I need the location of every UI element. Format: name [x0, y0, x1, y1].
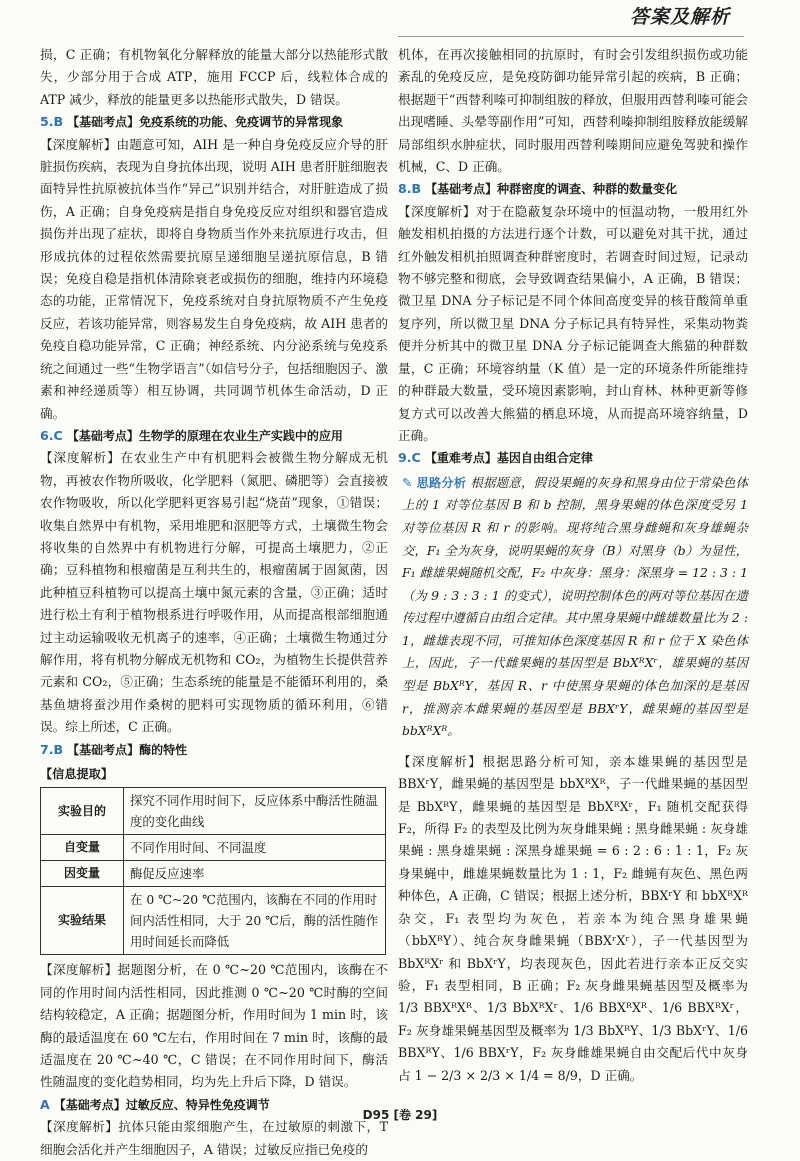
info-extract-label: 【信息提取】	[40, 767, 114, 781]
right-column	[398, 44, 748, 1087]
thinking-analysis-text: 根据题意，假设果蝇的灰身和黑身由位于常染色体上的 1 对等位基因 B 和 b 控制，黑身果蝇的体色深度受另 1 对等位基因 R 和 r 的影响。现将纯合黑身雌蝇和灰身雄蝇杂交，F₁ 全为灰身，说明果蝇的灰身（B）对黑身（b）为显性，F₁ 雌雄果蝇随机交配，F₂ 中灰身：黑身：深黑身 = 12 : 3 : 1（为 9 : 3 : 3 : 1 的变式），说明控制体色的两对等位基因在遗传过程中遵循自由组合定律。其中黑身果蝇中雌雄数量比为 2 : 1，雌雄表现不同，可推知体色深度基因 R 和 r 位于 X 染色体上，因此，子一代雌果蝇的基因型是 BbXᴿXʳ，雄果蝇的基因型是 BbXᴿY，基因 R、r 中使黑身果蝇的体色加深的是基因 r，推测亲本雌果蝇的基因型是 BBXʳY，雌果蝇的基因型是 bbXᴿXᴿ。	[402, 474, 749, 739]
question-6	[40, 425, 388, 447]
question-7	[40, 739, 388, 761]
topic-tag: 【基础考点】种群密度的调查、种群的数量变化	[425, 182, 678, 197]
question-5	[40, 111, 388, 133]
table-value: 不同作用时间、不同温度	[124, 835, 386, 861]
table-key: 自变量	[41, 835, 124, 861]
question-8	[398, 178, 748, 200]
topic-tag: 【基础考点】过敏反应、特异性免疫调节	[53, 1097, 270, 1112]
table-row	[41, 861, 386, 887]
table-key: 实验结果	[41, 887, 124, 955]
thinking-analysis-box	[398, 472, 748, 743]
table-value: 探究不同作用时间下，反应体系中酶活性随温度的变化曲线	[124, 788, 386, 835]
question-8-analysis: 【深度解析】对于在隐蔽复杂环境中的恒温动物，一般用红外触发相机拍摄的方法进行逐个计数，可以避免对其干扰，通过红外触发相机拍照调查种群密度时，若调查时间过短，记录动物不够完整和彻底，会导致调查结果偏小，A 正确，B 错误；微卫星 DNA 分子标记是不同个体间高度变异的核苷酸简单重复序列，所以微卫星 DNA 分子标记具有特异性，采集动物粪便并分析其中的微卫星 DNA 分子标记能调查大熊猫的种群数量，C 正确；环境容纳量（K 值）是一定的环境条件所能维持的种群最大数量，受环境因素影响，封山育林、林种更新等修复方式可以改善大熊猫的栖息环境，从而提高环境容纳量，D 正确。	[398, 203, 748, 443]
thinking-analysis-label: 思路分析	[416, 475, 467, 490]
page-footer: D95 [卷 29]	[362, 1108, 438, 1122]
question-number: 6.C	[40, 427, 63, 443]
table-key: 因变量	[41, 861, 124, 887]
table-value: 酶促反应速率	[124, 861, 386, 887]
question-number: 9.C	[398, 450, 421, 466]
table-key: 实验目的	[41, 788, 124, 835]
question-number: 8.B	[398, 181, 422, 197]
page-header-title: 答案及解析	[629, 6, 730, 28]
question-9-analysis: 【深度解析】根据思路分析可知，亲本雄果蝇的基因型是 BBXʳY，雌果蝇的基因型是 bbXᴿXᴿ，子一代雌果蝇的基因型是 BbXᴿY，雌果蝇的基因型是 BbXᴿXʳ，F₁ 随机交配获得 F₂，所得 F₂ 的表型及比例为灰身雌果蝇 : 黑身雌果蝇 : 灰身雄果蝇 : 黑身雄果蝇 : 深黑身雄果蝇 = 6 : 2 : 6 : 1 : 1，F₂ 灰身果蝇中，雌雄果蝇数量比为 1 : 1，F₂ 雌蝇有灰色、黑色两种体色，A 正确，C 错误；根据上述分析，BBXʳY 和 bbXᴿXᴿ 杂交，F₁ 表型均为灰色，若亲本为纯合黑身雄果蝇（bbXᴿY）、纯合灰身雌果蝇（BBXʳXʳ），子一代基因型为 BbXᴿXʳ 和 BbXʳY，均表现灰色，因此若进行亲本正反交实验，F₁ 表型相同，B 正确；F₂ 灰身雌果蝇基因型及概率为 1/3 BBXᴿXᴿ、1/3 BbXᴿXʳ、1/6 BBXᴿXᴿ、1/6 BBXᴿXʳ，F₂ 灰身雄果蝇基因型及概率为 1/3 BbXᴿY、1/3 BbXʳY、1/6 BBXᴿY、1/6 BBXʳY，F₂ 灰身雌雄果蝇自由交配后代中灰身占 1 − 2/3 × 2/3 × 1/4 = 8/9，D 正确。	[398, 753, 748, 1083]
info-table	[40, 787, 386, 955]
question-number: 5.B	[40, 114, 64, 130]
table-row	[41, 887, 386, 955]
topic-tag: 【基础考点】生物学的原理在农业生产实践中的应用	[66, 428, 343, 443]
topic-tag: 【基础考点】酶的特性	[67, 742, 188, 757]
question-6-analysis: 【深度解析】在农业生产中有机肥料会被微生物分解成无机物，再被农作物所吸收，化学肥料（氮肥、磷肥等）会直接被农作物吸收，所以化学肥料更容易引起“烧苗”现象，①错误；收集自然界中有机物，采用堆肥和沤肥等方式，土壤微生物会将收集的自然界中有机物进行分解，可提高土壤肥力，②正确；豆科植物和根瘤菌是互利共生的，根瘤菌属于固氮菌，因此种植豆科植物可以提高土壤中氮元素的含量，③正确；适时进行松土有利于植物根系进行呼吸作用，从而提高根部细胞通过主动运输吸收无机离子的速率，④正确；土壤微生物通过分解作用，将有机物分解成无机物和 CO₂，为植物生长提供营养元素和 CO₂，⑤正确；生态系统的能量是不能循环利用的，桑基鱼塘将蚕沙用作桑树的肥料可实现物质的循环利用，⑥错误。综上所述，C 正确。	[40, 450, 388, 735]
question-7-analysis: 【深度解析】据题图分析，在 0 ℃~20 ℃范围内，该酶在不同的作用时间内活性相同，因此推测 0 ℃~20 ℃时酶的空间结构较稳定，A 正确；据题图分析，作用时间为 1 min 时，该酶的最适温度在 60 ℃左右，作用时间在 7 min 时，该酶的最适温度在 20 ℃~40 ℃，C 错误；在不同作用时间下，酶活性随温度的变化趋势相同，均为先上升后下降，D 错误。	[40, 962, 388, 1090]
pencil-icon: ✎	[402, 474, 413, 490]
topic-tag: 【重难考点】基因自由组合定律	[424, 451, 593, 466]
left-column	[40, 44, 388, 1161]
topic-tag: 【基础考点】免疫系统的功能、免疫调节的异常现象	[67, 115, 344, 130]
table-value: 在 0 ℃~20 ℃范围内，该酶在不同的作用时间内活性相同，大于 20 ℃后，酶的活性随作用时间延长而降低	[124, 887, 386, 955]
question-number: A	[40, 1096, 50, 1112]
table-row	[41, 788, 386, 835]
paragraph-intro: 损，C 正确；有机物氧化分解释放的能量大部分以热能形式散失，少部分用于合成 ATP，施用 FCCP 后，线粒体合成的 ATP 减少，释放的能量更多以热能形式散失，D 错误。	[40, 47, 388, 107]
header-divider	[398, 36, 744, 37]
question-4-analysis: 【深度解析】抗体只能由浆细胞产生，在过敏原的刺激下，T 细胞会活化并产生细胞因子，A 错误；过敏反应指已免疫的	[40, 1119, 388, 1157]
table-row	[41, 835, 386, 861]
paragraph-continued: 机体，在再次接触相同的抗原时，有时会引发组织损伤或功能紊乱的免疫反应，是免疫防御功能异常引起的疾病，B 正确；根据题干“西替利嗪可抑制组胺的释放，但服用西替利嗪可能会出现嗜睡、头晕等副作用”可知，西替利嗪抑制组胺释放能缓解局部组织水肿症状，同时服用西替利嗪期间应避免驾驶和操作机械，C、D 正确。	[398, 47, 748, 175]
question-5-analysis: 【深度解析】由题意可知，AIH 是一种自身免疫反应介导的肝脏损伤疾病，表现为自身抗体出现，说明 AIH 患者肝脏细胞表面特异性抗原被抗体当作“异己”识别并结合，对肝脏造成了损伤，A 正确；自身免疫病是指自身免疫反应对组织和器官造成损伤并出现了症状，即将自身物质当作外来抗原进行攻击，但形成抗体的过程依然需要抗原呈递细胞呈递抗原信息，B 错误；免疫自稳是指机体清除衰老或损伤的细胞，维持内环境稳态的功能，正常情况下，免疫系统对自身抗原物质不产生免疫反应，若该功能异常，则容易发生自身免疫病，故 AIH 患者的免疫自稳功能异常，C 正确；神经系统、内分泌系统与免疫系统之间通过一些“生物学语言”（如信号分子，包括细胞因子、激素和神经递质等）相互协调，共同调节机体生命活动，D 正确。	[40, 136, 388, 421]
question-9	[398, 447, 748, 469]
question-number: 7.B	[40, 741, 64, 757]
